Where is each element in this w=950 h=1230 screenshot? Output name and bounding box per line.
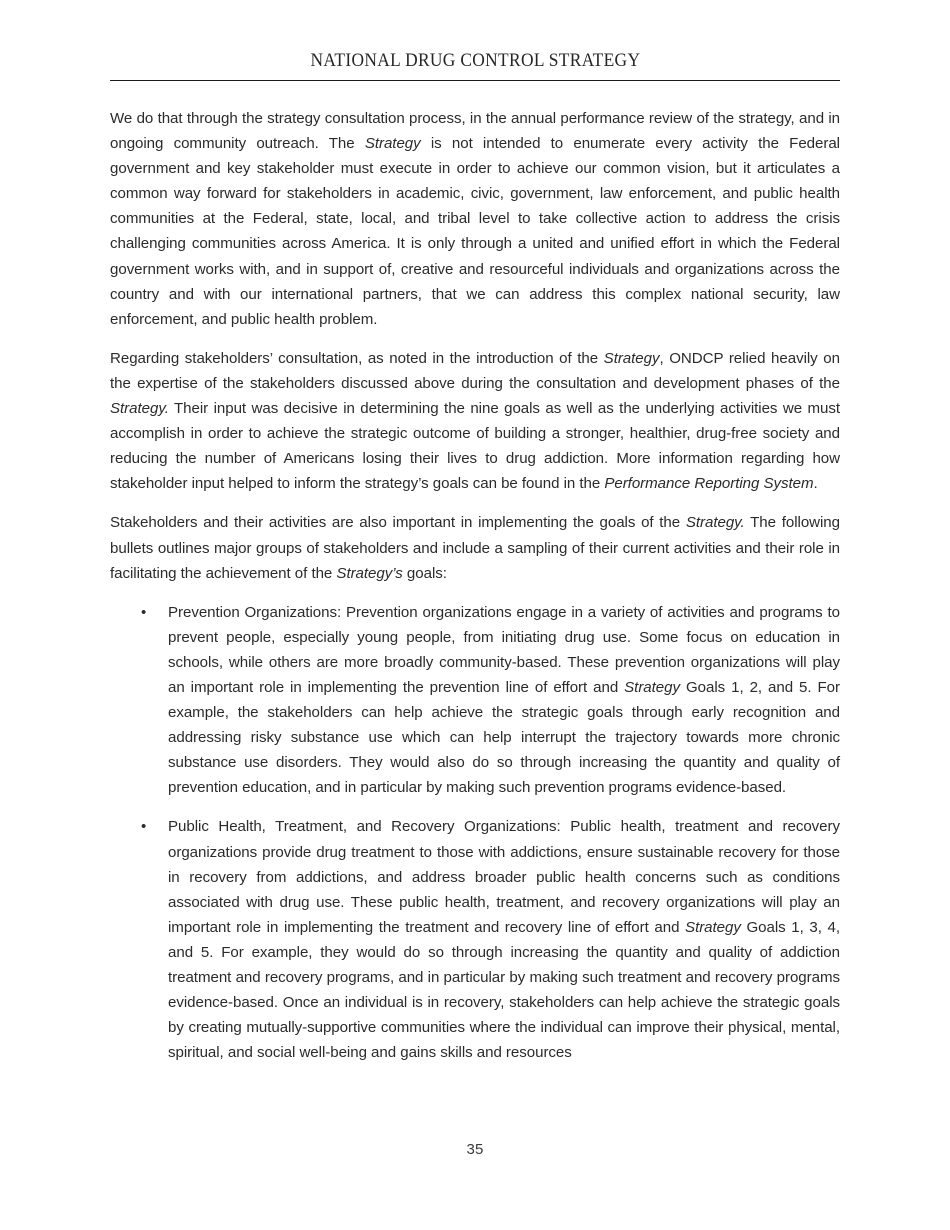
running-header [110,52,840,71]
bullet-point-icon: • [141,603,147,621]
page-number: 35 [466,1141,484,1158]
para-2-italic-run-1: Strategy [603,349,660,367]
bullet-public-health-treatment-recovery-organizations-italic-run-1: Strategy [685,918,741,936]
para-3-text-run-2: The following bullets outlines major groups of stakeholders and include a sampling of their current activities and their role in facilitating the achievement of the [110,514,841,582]
para-2-text-run-2: , ONDCP relied heavily on the expertise of the stakeholders discussed above during the consultation and development phases of the [110,349,840,392]
bullet-public-health-treatment-recovery-organizations-text-run-2: Goals 1, 3, 4, and 5. For example, they would do so through increasing the quantity and quality of addiction treatment and recovery programs, and in particular by making such treatment and recovery programs evidence-based. Once an individual is in recovery, stakeholders can help achieve the strategic goals by creating mutually-supportive communities where the individual can improve their physical, mental, spiritual, and social well-being and gains skills and resources [168,918,841,1062]
bullet-prevention-organizations-text-run-2: Goals 1, 2, and 5. For example, the stakeholders can help achieve the strategic goals through early recognition and addressing risky substance use which can help interrupt the trajectory towards more chronic substance use disorders. They would also do so through increasing the quantity and quality of prevention education, and in particular by making such prevention programs evidence-based. [168,678,840,797]
para-2-italic-run-3: Strategy. [110,400,169,418]
bullet-public-health-treatment-recovery-organizations-text-run-0: Public Health, Treatment, and Recovery Organizations: Public health, treatment and recovery organizations provide drug treatment to those with addictions, ensure sustainable recovery for those in recovery from addictions, and address broader public health concerns such as conditions associated with drug use. These public health, treatment, and recovery organizations will play an important role in implementing the treatment and recovery line of effort and [168,818,840,936]
para-2-italic-run-5: Performance Reporting System [604,475,814,493]
bullet-public-health-treatment-recovery-organizations [110,814,840,1065]
para-3 [110,510,840,585]
stakeholder-bullet-list [110,600,840,1066]
para-1-text-run-0: We do that through the strategy consultation process, in the annual performance review of the strategy, and in ongoing community outreach. The [110,110,840,153]
page-footer [0,1141,950,1158]
page-body-content [110,106,840,1065]
para-1-italic-run-1: Strategy [364,135,421,153]
para-1 [110,106,840,332]
running-header-title: NATIONAL DRUG CONTROL STRATEGY [310,51,640,71]
para-3-italic-run-3: Strategy’s [336,564,403,582]
para-1-text-run-2: is not intended to enumerate every activity the Federal government and key stakeholder must execute in order to achieve our common vision, but it articulates a common way forward for stakeholders in academic, civic, government, law enforcement, and public health communities at the Federal, state, local, and tribal level to take collective action to address the crisis challenging communities across America. It is only through a united and unified effort in which the Federal government works with, and in support of, creative and resourceful individuals and organizations across the country and with our international partners, that we can address this complex national security, law enforcement, and public health problem. [110,135,840,328]
bullet-prevention-organizations [110,600,840,801]
para-2-text-run-4: Their input was decisive in determining the nine goals as well as the underlying activities we must accomplish in order to achieve the strategic outcome of building a stronger, healthier, drug-free society and reducing the number of Americans losing their lives to drug addiction. More information regarding how stakeholder input helped to inform the strategy’s goals can be found in the [110,400,840,493]
bullet-prevention-organizations-italic-run-1: Strategy [624,678,680,696]
header-rule-divider [110,80,840,81]
para-3-text-run-0: Stakeholders and their activities are also important in implementing the goals of the [110,514,686,532]
para-3-italic-run-1: Strategy. [685,514,745,532]
bullet-point-icon: • [141,818,147,836]
para-2-text-run-6: . [813,475,818,493]
para-3-text-run-4: goals: [402,564,447,582]
bullet-prevention-organizations-text-run-0: Prevention Organizations: Prevention organizations engage in a variety of activities and programs to prevent people, especially young people, from initiating drug use. Some focus on education in schools, while others are more broadly community-based. These prevention organizations will play an important role in implementing the prevention line of effort and [168,603,840,696]
paragraph-container [110,106,840,586]
bullet-prevention-organizations-text [168,604,840,797]
bullet-public-health-treatment-recovery-organizations-text [168,818,840,1061]
para-2 [110,346,840,497]
para-2-text-run-0: Regarding stakeholders’ consultation, as noted in the introduction of the [110,349,604,367]
